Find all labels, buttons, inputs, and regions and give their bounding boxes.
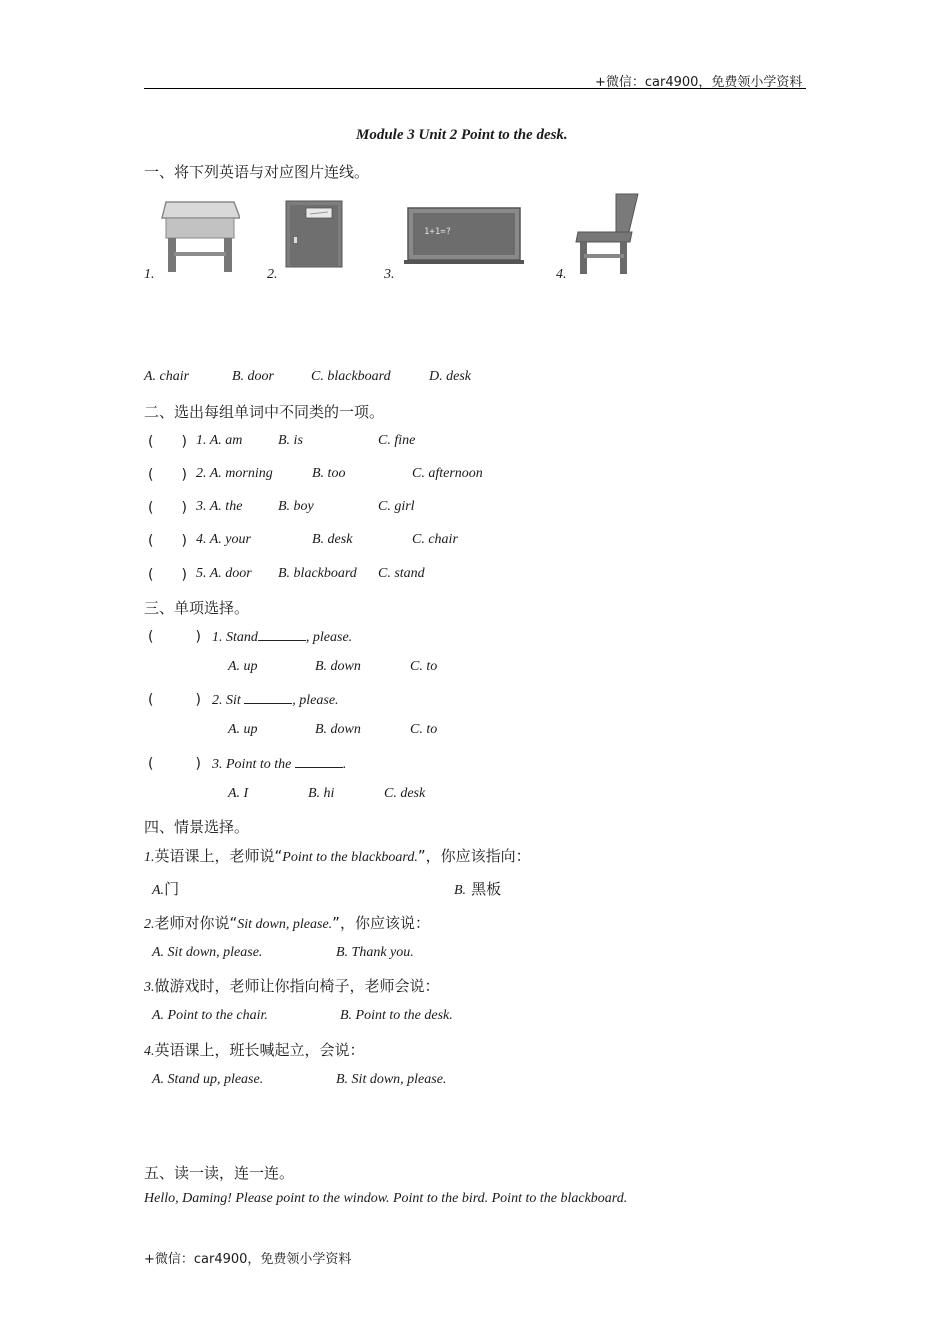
s3-q1-post: , please. (305, 630, 353, 645)
s3-q2-c: C. to (410, 722, 438, 737)
s2-q2-b: B. too (312, 466, 346, 481)
answer-paren: ( ) (148, 467, 187, 483)
s4-q1-b-text: 黑板 (471, 880, 502, 898)
s4-q1-a-text: 门 (164, 880, 180, 898)
s4-q2-en: Sit down, please. (237, 917, 333, 932)
desk-picture (160, 196, 240, 276)
s4-q2-stem (144, 912, 430, 933)
s2-q4-c: C. chair (412, 532, 458, 547)
s3-q2-pre: 2. Sit (212, 693, 241, 708)
answer-paren: ( ) (148, 500, 187, 516)
section2-heading: 二、选出每组单词中不同类的一项。 (144, 403, 385, 421)
s4-q1-en: Point to the blackboard. (282, 850, 418, 865)
header-text: +微信：car4900，免费领小学资料 (595, 75, 803, 90)
s4-q3-option-b: B. Point to the desk. (340, 1008, 453, 1023)
s3-q1-pre: 1. Stand (212, 630, 258, 645)
s4-q1-b-letter: B. (454, 883, 467, 898)
s2-q5-c: C. stand (378, 566, 425, 581)
s4-q4-option-a: A. Stand up, please. (152, 1072, 264, 1087)
section5-heading: 五、读一读，连一连。 (144, 1164, 295, 1182)
s2-q3-b: B. boy (278, 499, 314, 514)
s4-q2-cn2: ”，你应该说： (332, 914, 430, 932)
s2-q1-a: 1. A. am (196, 433, 243, 448)
door-picture (285, 200, 345, 270)
picture-number-2: 2. (267, 267, 278, 282)
s4-q3-cn1: 做游戏时，老师让你指向椅子，老师会说： (154, 977, 440, 995)
s3-q2-b: B. down (315, 722, 361, 737)
answer-paren: ( ) (148, 434, 187, 450)
s3-q1-c: C. to (410, 659, 438, 674)
section1-heading: 一、将下列英语与对应图片连线。 (144, 163, 370, 181)
s2-q3-c: C. girl (378, 499, 415, 514)
answer-blank (258, 628, 306, 641)
s4-q1-num: 1. (144, 850, 155, 865)
s3-q3-a: A. I (228, 786, 249, 801)
option-desk: D. desk (429, 369, 471, 384)
answer-paren: ( ) (148, 692, 201, 708)
s4-q2-option-b: B. Thank you. (336, 945, 414, 960)
s2-q4-b: B. desk (312, 532, 353, 547)
chair-picture (572, 190, 642, 276)
s4-q3-num: 3. (144, 980, 155, 995)
s3-q1-stem (212, 628, 352, 646)
picture-number-4: 4. (556, 267, 567, 282)
answer-blank (295, 755, 343, 768)
header-rule (144, 88, 806, 89)
page-title: Module 3 Unit 2 Point to the desk. (356, 127, 568, 143)
s4-q4-cn1: 英语课上，班长喊起立，会说： (154, 1041, 365, 1059)
option-chair: A. chair (144, 369, 190, 384)
s4-q3-stem (144, 975, 440, 996)
s2-q5-b: B. blackboard (278, 566, 357, 581)
s4-q1-stem (144, 845, 531, 866)
s4-q1-cn2: ”，你应该指向： (417, 847, 531, 865)
section4-heading: 四、情景选择。 (144, 818, 250, 836)
s2-q5-a: 5. A. door (196, 566, 252, 581)
s3-q3-b: B. hi (308, 786, 335, 801)
s3-q3-post: . (342, 757, 347, 772)
s4-q3-option-a: A. Point to the chair. (152, 1008, 268, 1023)
option-blackboard: C. blackboard (311, 369, 391, 384)
s4-q2-option-a: A. Sit down, please. (152, 945, 263, 960)
s3-q1-a: A. up (228, 659, 258, 674)
footer-text: +微信：car4900，免费领小学资料 (144, 1252, 352, 1267)
picture-number-1: 1. (144, 267, 155, 282)
s3-q3-stem (212, 755, 346, 773)
s2-q2-a: 2. A. morning (196, 466, 273, 481)
s3-q3-c: C. desk (384, 786, 426, 801)
option-door: B. door (232, 369, 274, 384)
answer-paren: ( ) (148, 756, 201, 772)
s2-q3-a: 3. A. the (196, 499, 243, 514)
s4-q1-option-a (152, 878, 179, 899)
s2-q1-b: B. is (278, 433, 303, 448)
s4-q2-cn1: 老师对你说“ (154, 914, 238, 932)
answer-paren: ( ) (148, 533, 187, 549)
s4-q1-cn1: 英语课上，老师说“ (154, 847, 283, 865)
section3-heading: 三、单项选择。 (144, 599, 250, 617)
answer-blank (244, 691, 292, 704)
s4-q1-option-b (454, 878, 501, 899)
blackboard-picture (404, 206, 524, 266)
s3-q2-post: , please. (292, 693, 339, 708)
s3-q2-stem (212, 691, 339, 709)
s4-q2-num: 2. (144, 917, 155, 932)
answer-paren: ( ) (148, 629, 201, 645)
s5-reading-text: Hello, Daming! Please point to the window. Point to the bird. Point to the blackboard. (144, 1191, 628, 1206)
s4-q4-stem (144, 1039, 365, 1060)
s2-q2-c: C. afternoon (412, 466, 483, 481)
s3-q1-b: B. down (315, 659, 361, 674)
s4-q1-a-letter: A. (152, 883, 165, 898)
s3-q3-pre: 3. Point to the (212, 757, 292, 772)
blackboard-writing: 1+1=? (424, 227, 452, 237)
s4-q4-option-b: B. Sit down, please. (336, 1072, 447, 1087)
answer-paren: ( ) (148, 567, 187, 583)
s2-q4-a: 4. A. your (196, 532, 251, 547)
s4-q4-num: 4. (144, 1044, 155, 1059)
picture-number-3: 3. (384, 267, 395, 282)
s3-q2-a: A. up (228, 722, 258, 737)
s2-q1-c: C. fine (378, 433, 416, 448)
